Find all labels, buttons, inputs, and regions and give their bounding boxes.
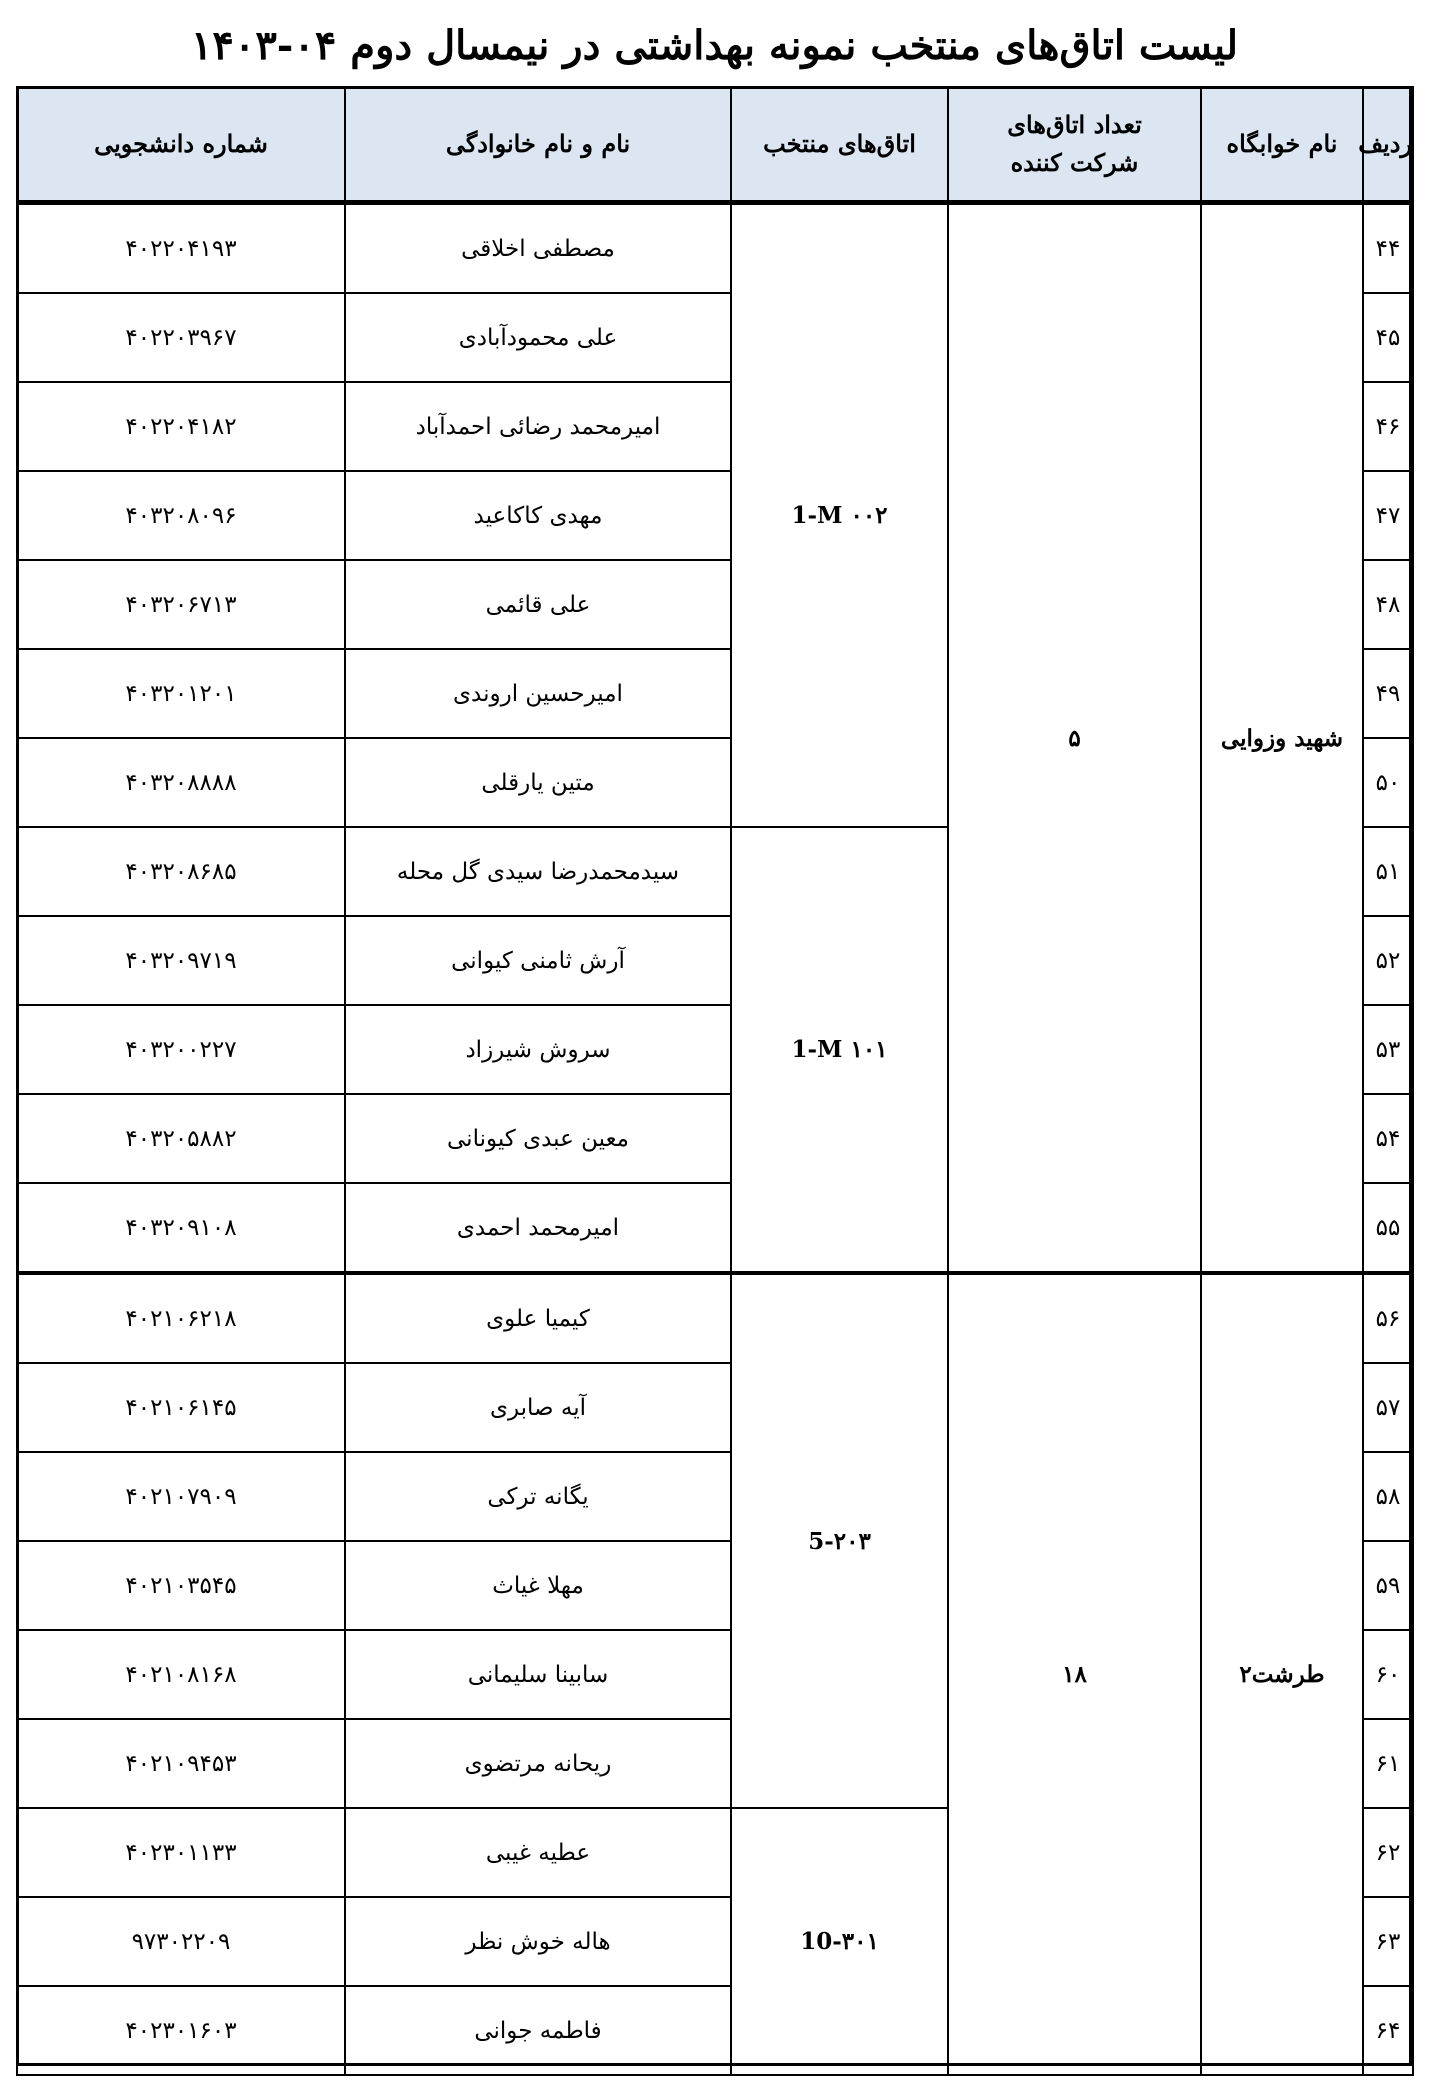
student-id-cell: ۴۰۲۱۰۷۹۰۹: [17, 1452, 345, 1541]
student-id-cell: ۴۰۲۱۰۹۴۵۳: [17, 1719, 345, 1808]
full-name-cell: هاله خوش نظر: [345, 1897, 731, 1986]
row-number-cell: ۵۹: [1363, 1541, 1413, 1630]
student-id-cell: ۴۰۳۲۰۸۰۹۶: [17, 471, 345, 560]
full-name-cell: سیدمحمدرضا سیدی گل محله: [345, 827, 731, 916]
student-id-cell: ۴۰۲۲۰۴۱۸۲: [17, 382, 345, 471]
row-number-cell: ۵۸: [1363, 1452, 1413, 1541]
table-header-row: [17, 87, 1413, 203]
header-full-name: نام و نام خانوادگی: [345, 87, 731, 203]
student-id-cell: ۴۰۳۲۰۶۷۱۳: [17, 560, 345, 649]
row-number-cell: ۶۱: [1363, 1719, 1413, 1808]
room-count-cell: ۵: [948, 203, 1201, 1274]
selected-room-cell: 1-M ۱۰۱: [731, 827, 948, 1273]
student-id-cell: ۴۰۲۱۰۸۱۶۸: [17, 1630, 345, 1719]
full-name-cell: سروش شیرزاد: [345, 1005, 731, 1094]
full-name-cell: عطیه غیبی: [345, 1808, 731, 1897]
full-name-cell: امیرحسین اروندی: [345, 649, 731, 738]
student-id-cell: ۴۰۲۲۰۳۹۶۷: [17, 293, 345, 382]
student-id-cell: ۴۰۲۱۰۶۲۱۸: [17, 1273, 345, 1363]
page-title: لیست اتاق‌های منتخب نمونه بهداشتی در نیمسال دوم ۰۴-۱۴۰۳: [190, 22, 1239, 69]
student-id-cell: ۴۰۲۳۰۱۶۰۳: [17, 1986, 345, 2075]
student-id-cell: ۴۰۳۲۰۰۲۲۷: [17, 1005, 345, 1094]
dorm-name-cell: طرشت۲: [1201, 1273, 1363, 2075]
row-number-cell: ۶۲: [1363, 1808, 1413, 1897]
row-number-cell: ۶۳: [1363, 1897, 1413, 1986]
student-id-cell: ۴۰۳۲۰۸۶۸۵: [17, 827, 345, 916]
full-name-cell: سابینا سلیمانی: [345, 1630, 731, 1719]
row-number-cell: ۵۳: [1363, 1005, 1413, 1094]
student-id-cell: ۴۰۲۱۰۶۱۴۵: [17, 1363, 345, 1452]
full-name-cell: معین عبدی کیونانی: [345, 1094, 731, 1183]
row-number-cell: ۶۰: [1363, 1630, 1413, 1719]
row-number-cell: ۵۰: [1363, 738, 1413, 827]
row-number-cell: ۴۶: [1363, 382, 1413, 471]
table-row: [17, 1273, 1413, 1363]
row-number-cell: ۴۹: [1363, 649, 1413, 738]
full-name-cell: یگانه ترکی: [345, 1452, 731, 1541]
row-number-cell: ۵۴: [1363, 1094, 1413, 1183]
header-student-id: شماره دانشجویی: [17, 87, 345, 203]
row-number-cell: ۴۵: [1363, 293, 1413, 382]
full-name-cell: مهدی کاکاعید: [345, 471, 731, 560]
row-number-cell: ۵۶: [1363, 1273, 1413, 1363]
row-number-cell: ۴۴: [1363, 203, 1413, 294]
full-name-cell: ریحانه مرتضوی: [345, 1719, 731, 1808]
student-id-cell: ۴۰۲۲۰۴۱۹۳: [17, 203, 345, 294]
student-id-cell: ۴۰۳۲۰۹۱۰۸: [17, 1183, 345, 1273]
row-number-cell: ۵۵: [1363, 1183, 1413, 1273]
row-number-cell: ۵۷: [1363, 1363, 1413, 1452]
student-id-cell: ۴۰۲۳۰۱۱۳۳: [17, 1808, 345, 1897]
rooms-table: [16, 86, 1414, 2076]
row-number-cell: ۵۲: [1363, 916, 1413, 1005]
full-name-cell: امیرمحمد احمدی: [345, 1183, 731, 1273]
header-dorm-name: نام خوابگاه: [1201, 87, 1363, 203]
full-name-cell: مهلا غیاث: [345, 1541, 731, 1630]
room-count-cell: ۱۸: [948, 1273, 1201, 2075]
full-name-cell: فاطمه جوانی: [345, 1986, 731, 2075]
full-name-cell: کیمیا علوی: [345, 1273, 731, 1363]
header-row-number: ردیف: [1363, 87, 1413, 203]
full-name-cell: متین یارقلی: [345, 738, 731, 827]
row-number-cell: ۵۱: [1363, 827, 1413, 916]
row-number-cell: ۴۷: [1363, 471, 1413, 560]
header-room-count: [948, 87, 1201, 203]
table-row: [17, 203, 1413, 294]
table-body: [17, 203, 1413, 2076]
full-name-cell: علی محمودآبادی: [345, 293, 731, 382]
full-name-cell: علی قائمی: [345, 560, 731, 649]
student-id-cell: ۴۰۳۲۰۱۲۰۱: [17, 649, 345, 738]
student-id-cell: ۴۰۳۲۰۸۸۸۸: [17, 738, 345, 827]
student-id-cell: ۴۰۳۲۰۹۷۱۹: [17, 916, 345, 1005]
full-name-cell: آرش ثامنی کیوانی: [345, 916, 731, 1005]
full-name-cell: مصطفی اخلاقی: [345, 203, 731, 294]
selected-room-cell: 10-۳۰۱: [731, 1808, 948, 2075]
selected-room-cell: 1-M ۰۰۲: [731, 203, 948, 828]
row-number-cell: ۶۴: [1363, 1986, 1413, 2075]
selected-room-cell: 5-۲۰۳: [731, 1273, 948, 1808]
dorm-name-cell: شهید وزوایی: [1201, 203, 1363, 1274]
full-name-cell: امیرمحمد رضائی احمدآباد: [345, 382, 731, 471]
student-id-cell: ۴۰۳۲۰۵۸۸۲: [17, 1094, 345, 1183]
student-id-cell: ۹۷۳۰۲۲۰۹: [17, 1897, 345, 1986]
student-id-cell: ۴۰۲۱۰۳۵۴۵: [17, 1541, 345, 1630]
row-number-cell: ۴۸: [1363, 560, 1413, 649]
header-room-count-label: تعداد اتاق‌های شرکت کننده: [1007, 110, 1142, 177]
full-name-cell: آیه صابری: [345, 1363, 731, 1452]
header-selected-room: اتاق‌های منتخب: [731, 87, 948, 203]
